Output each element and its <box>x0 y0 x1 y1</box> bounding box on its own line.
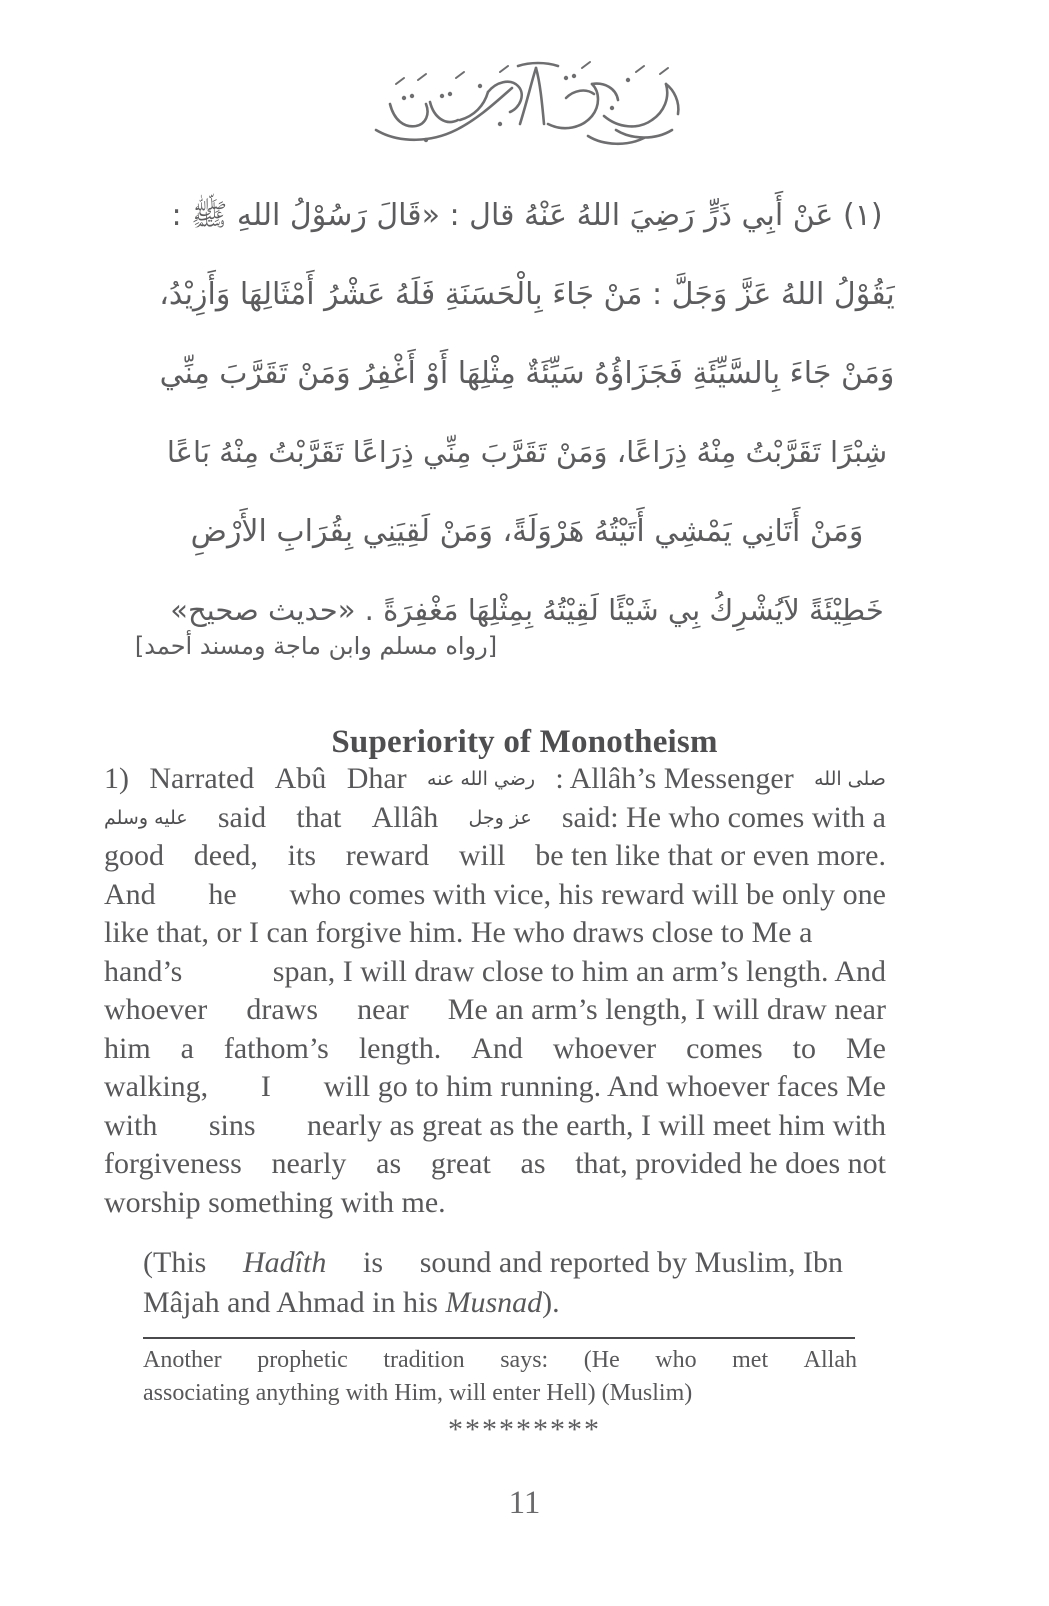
footnote-word: who <box>655 1347 697 1373</box>
translation-segment: Narrated <box>149 762 255 795</box>
translation-segment: draws <box>246 993 319 1026</box>
translation-segment: be ten like that or even more. <box>535 839 886 872</box>
translation-segment: that, provided he does not <box>575 1147 886 1180</box>
arabic-honorific: صلى الله <box>814 768 886 790</box>
translation-segment: Me <box>845 1031 886 1065</box>
musnad-italic: Musnad <box>445 1286 543 1319</box>
translation-segment: as <box>520 1147 546 1180</box>
translation-line <box>104 760 886 799</box>
translation-segment: as <box>376 1147 402 1180</box>
translation-line <box>104 837 886 876</box>
translation-segment: reward <box>345 839 430 872</box>
translation-segment: he <box>208 877 237 911</box>
translation-segment: will go to him running. And whoever faces Me <box>323 1070 886 1103</box>
footnote-word: Another <box>143 1347 222 1373</box>
translation-segment: comes <box>686 1031 763 1065</box>
attribution-segment: sound and reported by Muslim, Ibn <box>419 1246 843 1279</box>
arabic-source-reference: [رواه مسلم وابن ماجة ومسند أحمد] <box>134 632 498 660</box>
translation-segment: forgiveness <box>104 1147 242 1180</box>
translation-segment: length. <box>358 1031 442 1065</box>
footnote-word: (He <box>583 1347 620 1373</box>
translation-segment: good <box>104 839 164 872</box>
footnote-word: prophetic <box>257 1347 348 1373</box>
translation-segment: And <box>104 877 156 911</box>
translation-segment: who comes with vice, his reward will be only one <box>289 877 886 911</box>
page-number: 11 <box>508 1485 541 1521</box>
translation-segment: will <box>458 839 506 872</box>
translation-segment: deed, <box>193 839 258 872</box>
translation-segment: Abû <box>274 762 327 795</box>
footnote-word: says: <box>500 1347 549 1373</box>
arabic-honorific: عليه وسلم <box>104 806 188 829</box>
attribution-segment: is <box>363 1246 384 1279</box>
translation-segment: I <box>260 1070 271 1103</box>
translation-segment: to <box>792 1031 817 1065</box>
translation-segment: worship something with me. <box>104 1185 446 1219</box>
translation-line <box>104 1184 886 1223</box>
translation-segment: Me an arm’s length, I will draw near <box>447 993 886 1026</box>
translation-segment: whoever <box>552 1031 657 1065</box>
footnote-word: met <box>732 1347 769 1373</box>
footnote-block <box>143 1344 857 1410</box>
hadith-italic: Hadîth <box>243 1246 327 1279</box>
translation-segment: hand’s <box>104 954 183 988</box>
translation-segment: its <box>287 839 317 872</box>
footnote-word: Allah <box>803 1347 857 1373</box>
arabic-honorific: عز وجل <box>468 806 532 829</box>
arabic-line-4: شِبْرًا تَقَرَّبْتُ مِنْهُ ذِرَاعًا، وَمَنْ تَقَرَّبَ مِنِّي ذِرَاعًا تَقَرَّبْتُ مِنْهُ بَاعًا <box>166 435 888 469</box>
translation-segment: walking, <box>104 1070 209 1103</box>
attribution-suffix: ). <box>542 1286 560 1319</box>
attribution-segment: (This <box>143 1246 207 1279</box>
section-heading: Superiority of Monotheism <box>331 724 718 761</box>
translation-line <box>104 991 886 1030</box>
attribution-line-1 <box>143 1243 843 1283</box>
translation-segment: : Allâh’s Messenger <box>555 762 794 795</box>
hadith-attribution <box>143 1243 863 1323</box>
translation-segment: sins <box>208 1108 256 1142</box>
footnote-line-1 <box>143 1344 857 1377</box>
translation-segment: a <box>180 1031 194 1065</box>
attribution-segment <box>243 1243 326 1283</box>
translation-line <box>104 1030 886 1069</box>
translation-segment: And <box>471 1031 523 1065</box>
attribution-line-2 <box>143 1286 560 1319</box>
arabic-line-5: وَمَنْ أَتَانِي يَمْشِي أَتَيْتُهُ هَرْوَلَةً، وَمَنْ لَقِيَنِي بِقُرَابِ الأَرْضِ <box>190 514 864 549</box>
translation-segment: said <box>217 800 267 834</box>
arabic-line-2: يَقُوْلُ اللهُ عَزَّ وَجَلَّ : مَنْ جَاءَ بِالْحَسَنَةِ فَلَهُ عَشْرُ أَمْثَالِهَا وَأَزِيْدُ، <box>159 277 895 312</box>
translation-line <box>104 1145 886 1184</box>
arabic-line-6: خَطِيْئَةً لاَيُشْرِكُ بِي شَيْئًا لَقِيْتُهُ بِمِثْلِهَا مَغْفِرَةً . «حديث صحيح» <box>170 593 884 627</box>
translation-line <box>104 914 886 953</box>
translation-segment: that <box>296 800 342 834</box>
footnote-line-2: associating anything with Him, will enter Hell) (Muslim) <box>143 1380 693 1406</box>
footnote-divider-rule <box>143 1337 855 1339</box>
translation-segment: like that, or I can forgive him. He who draws close to Me a <box>104 916 813 949</box>
translation-segment: fathom’s <box>223 1031 329 1065</box>
translation-segment: with <box>104 1108 158 1142</box>
translation-segment: great <box>430 1147 491 1180</box>
translation-segment: him <box>104 1031 151 1065</box>
translation-line <box>104 1107 886 1146</box>
translation-segment: nearly as great as the earth, I will meet him with <box>307 1108 886 1142</box>
asterisk-divider: ********* <box>448 1413 601 1446</box>
arabic-line-3: وَمَنْ جَاءَ بِالسَّيِّئَةِ فَجَزَاؤُهُ سَيِّئَةٌ مِثْلِهَا أَوْ أَغْفِرُ وَمَنْ تَقَرَّبَ مِنِّي <box>159 356 895 391</box>
footnote-word: tradition <box>383 1347 465 1373</box>
basmala-calligraphy-icon <box>0 58 1049 155</box>
translation-segment: near <box>357 993 409 1026</box>
translation-line <box>104 953 886 992</box>
translation-line <box>104 876 886 915</box>
translation-segment: said: He who comes with a <box>561 800 886 834</box>
translation-segment: Allâh <box>371 800 439 834</box>
arabic-hadith-block <box>96 176 958 650</box>
arabic-line-1: (١) عَنْ أَبِي ذَرٍّ رَضِيَ اللهُ عَنْهُ قال : «قَالَ رَسُوْلُ اللهِ ﷺ : <box>171 198 883 233</box>
translation-paragraph <box>104 760 886 1222</box>
translation-line <box>104 1068 886 1107</box>
translation-segment: Dhar <box>346 762 407 795</box>
arabic-honorific: رضي الله عنه <box>427 768 536 790</box>
translation-line <box>104 799 886 838</box>
translation-segment: 1) <box>104 762 129 795</box>
translation-segment: span, I will draw close to him an arm’s length. And <box>272 954 886 988</box>
translation-segment: whoever <box>104 993 208 1026</box>
translation-segment: nearly <box>271 1147 347 1180</box>
attribution-prefix: Mâjah and Ahmad in his <box>143 1286 446 1319</box>
